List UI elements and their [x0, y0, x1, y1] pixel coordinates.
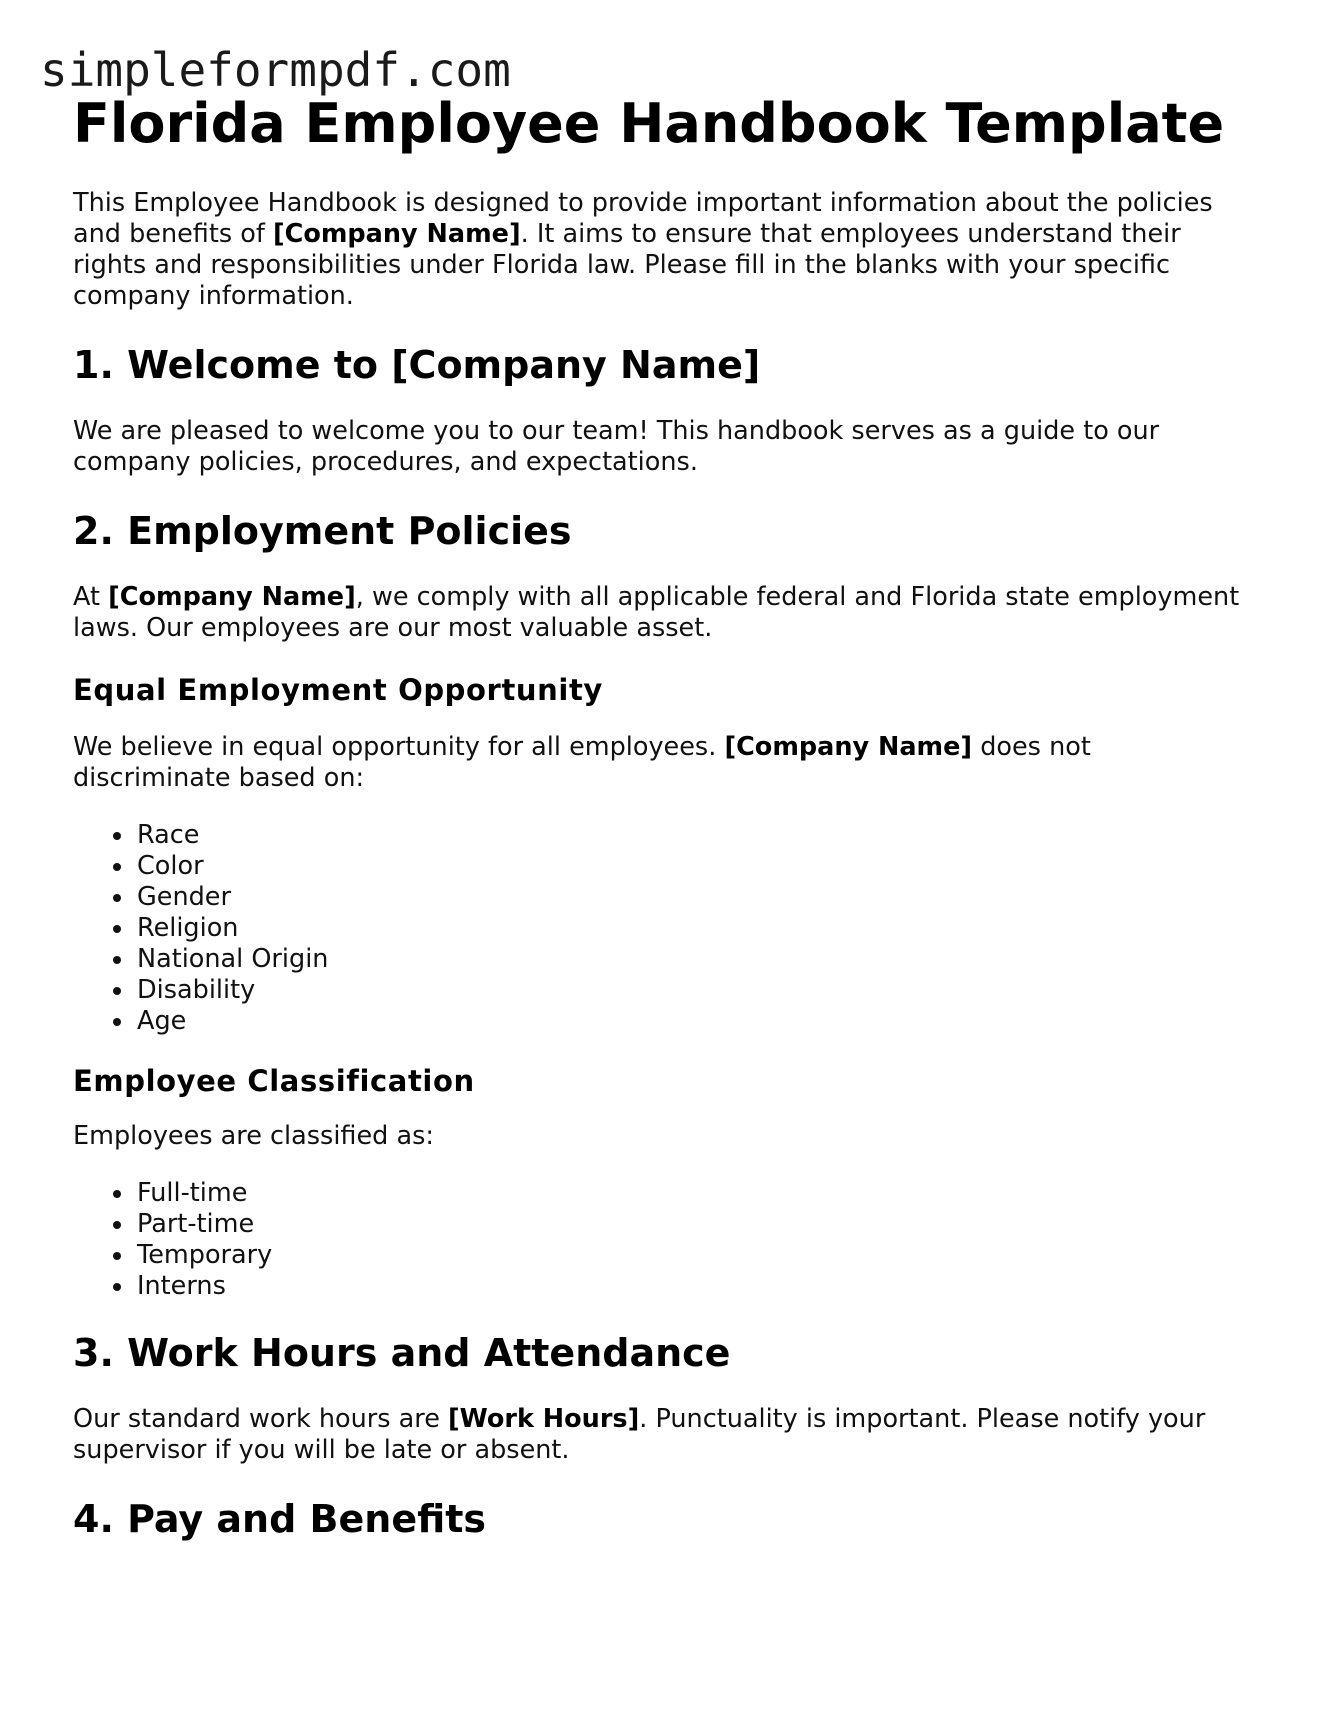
section-employment-policies-heading: 2. Employment Policies	[73, 509, 572, 553]
section-welcome-heading: 1. Welcome to [Company Name]	[73, 343, 761, 387]
section-welcome-body: We are pleased to welcome you to our team! This handbook serves as a guide to our company policies, procedures, and expectations.	[73, 416, 1160, 477]
section-work-hours-heading: 3. Work Hours and Attendance	[73, 1331, 731, 1375]
company-name-placeholder: [Company Name]	[272, 219, 521, 249]
policies-text-2: , we comply with all applicable federal and Florida state employment laws. Our employees are our most valuable asset.	[73, 582, 1240, 643]
document-page	[73, 92, 1253, 1542]
work-hours-placeholder: [Work Hours]	[448, 1404, 640, 1434]
employee-classification-list	[73, 1178, 1253, 1302]
equal-employment-opportunity-body	[73, 732, 1253, 794]
protected-categories-list	[73, 820, 1253, 1037]
company-name-placeholder: [Company Name]	[108, 582, 356, 612]
list-item: Interns	[137, 1271, 1253, 1302]
site-watermark: simpleformpdf.com	[40, 43, 511, 97]
eeo-text-1: We believe in equal opportunity for all employees.	[73, 732, 725, 762]
employee-classification-heading: Employee Classification	[73, 1064, 475, 1098]
list-item: Race	[137, 820, 1253, 851]
list-item: Full-time	[137, 1178, 1253, 1209]
document-title: Florida Employee Handbook Template	[73, 92, 1225, 155]
list-item: Gender	[137, 882, 1253, 913]
policies-text-1: At	[73, 582, 109, 612]
intro-paragraph	[73, 188, 1253, 312]
intro-text-1: This Employee Handbook is designed to provide important information about the policies and benefits of	[73, 188, 1213, 249]
list-item: Religion	[137, 913, 1253, 944]
employee-classification-body: Employees are classified as:	[73, 1121, 434, 1151]
list-item: Part-time	[137, 1209, 1253, 1240]
list-item: National Origin	[137, 944, 1253, 975]
section-pay-benefits-heading: 4. Pay and Benefits	[73, 1497, 487, 1541]
equal-employment-opportunity-heading: Equal Employment Opportunity	[73, 673, 603, 707]
work-hours-text-2: . Punctuality is important. Please notify your supervisor if you will be late or absent.	[73, 1404, 1206, 1465]
work-hours-text-1: Our standard work hours are	[73, 1404, 448, 1434]
section-employment-policies-body	[73, 582, 1253, 644]
list-item: Temporary	[137, 1240, 1253, 1271]
list-item: Disability	[137, 975, 1253, 1006]
list-item: Color	[137, 851, 1253, 882]
list-item: Age	[137, 1006, 1253, 1037]
section-work-hours-body	[73, 1404, 1253, 1466]
intro-text-2: . It aims to ensure that employees understand their rights and responsibilities under Florida law. Please fill in the blanks with your specific company information.	[73, 219, 1181, 311]
eeo-text-2: does not discriminate based on:	[73, 732, 1091, 793]
company-name-placeholder: [Company Name]	[724, 732, 973, 762]
